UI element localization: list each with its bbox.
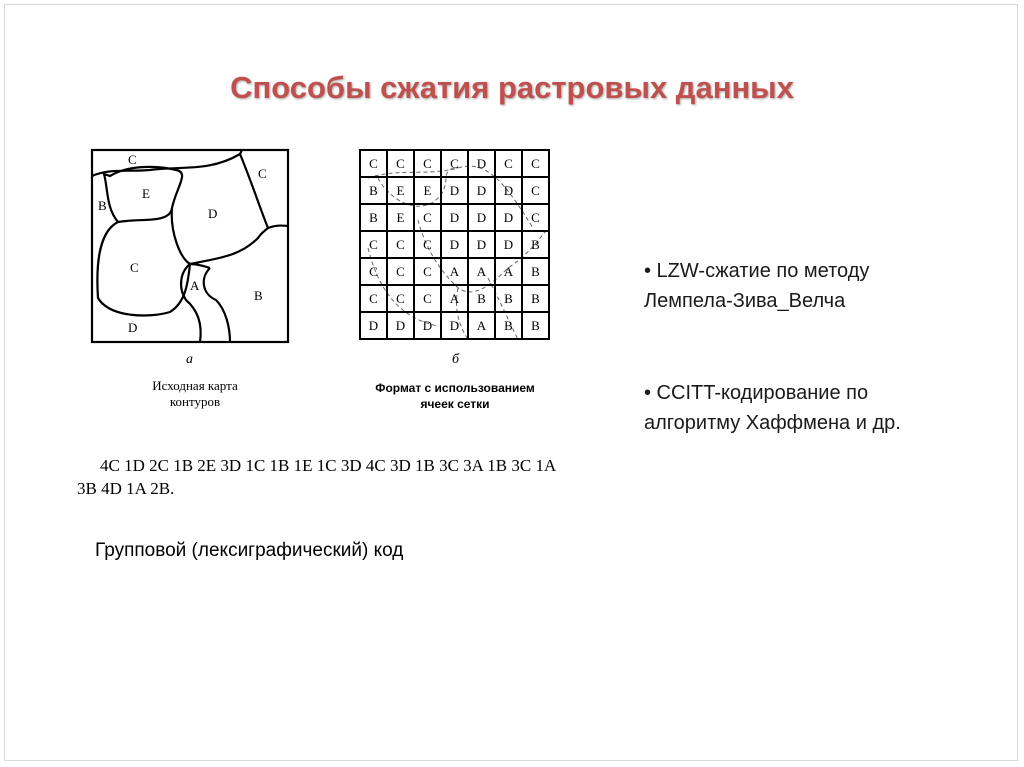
grid-cell-label: B (477, 291, 486, 306)
grid-cell-label: D (449, 318, 460, 333)
grid-cell-label: C (396, 237, 405, 252)
grid-cell-label: C (531, 210, 540, 225)
grid-cell-label: B (531, 291, 540, 306)
grid-cell-label: C (531, 183, 540, 198)
grid-cell-label: C (423, 264, 432, 279)
code-line: 4C 1D 2C 1B 2E 3D 1C 1B 1E 1C 3D 4C 3D 1B 3C 3A 1B 3C 1A (100, 456, 557, 475)
figure-b-caption (345, 380, 565, 412)
bullet-item (644, 256, 869, 316)
map-label: D (128, 320, 138, 335)
grid-cell-label: B (369, 210, 378, 225)
grid-cell-label: B (504, 291, 513, 306)
bullet-line: алгоритму Хаффмена и др. (644, 412, 901, 434)
grid-cell-label: B (531, 237, 540, 252)
figure-b-letter: б (452, 352, 460, 367)
figure-b-caption-line: Формат с использованием (375, 381, 535, 395)
grid-cell-label: C (396, 156, 405, 171)
grid-cell-label: B (504, 318, 513, 333)
grid-cell-label: C (450, 156, 459, 171)
map-label: C (130, 260, 139, 275)
grid-cell-label: A (449, 264, 460, 279)
grid-cell-label: A (503, 264, 514, 279)
grid-cell-label: C (396, 264, 405, 279)
contour-map-figure (90, 148, 290, 344)
code-line: 3B 4D 1A 2B. (77, 479, 175, 498)
figure-b-caption-line: ячеек сетки (420, 397, 490, 411)
grid-cell-label: C (369, 156, 378, 171)
grid-cell-label: C (423, 210, 432, 225)
grid-cell-label: D (449, 237, 460, 252)
figure-a-caption (100, 378, 290, 410)
grid-cell-label: D (476, 237, 487, 252)
grid-cell-label: C (369, 291, 378, 306)
grid-cell-label: E (396, 183, 405, 198)
figure-a-caption-line: контуров (169, 394, 221, 409)
map-label: A (190, 278, 200, 293)
grid-cell-label: B (531, 264, 540, 279)
grid-cell-label: C (504, 156, 513, 171)
grid-cell-label: C (396, 291, 405, 306)
grid-cell-label: C (369, 264, 378, 279)
grid-cell-label: C (423, 237, 432, 252)
grid-cell-label: D (395, 318, 406, 333)
map-label: B (98, 198, 107, 213)
grid-cell-label: D (368, 318, 379, 333)
bullet-item (644, 378, 901, 438)
grid-cell-label: D (503, 210, 514, 225)
bullet-line: • LZW-сжатие по методу (644, 260, 870, 282)
grid-cell-label: D (449, 210, 460, 225)
slide-title: Способы сжатия растровых данных (230, 70, 794, 105)
grid-cell-label: D (422, 318, 433, 333)
grid-cell-label: B (369, 183, 378, 198)
grid-cell-label: A (476, 264, 487, 279)
grid-cell-label: A (449, 291, 460, 306)
grid-cell-label: E (423, 183, 432, 198)
grid-cell-label: D (449, 183, 460, 198)
grid-cell-label: C (531, 156, 540, 171)
grid-cell-label: C (369, 237, 378, 252)
bullet-line: • CCITT-кодирование по (644, 382, 869, 404)
bullet-line: Лемпела-Зива_Велча (644, 290, 846, 312)
grid-cell-label: B (531, 318, 540, 333)
grid-cell-label: D (503, 183, 514, 198)
grid-cell-label: A (476, 318, 487, 333)
map-label: D (208, 206, 218, 221)
figure-a-caption-line: Исходная карта (152, 378, 238, 393)
group-code-label: Групповой (лексиграфический) код (95, 540, 404, 561)
grid-cell-label: D (503, 237, 514, 252)
grid-cell-label: D (476, 183, 487, 198)
grid-cell-label: C (423, 291, 432, 306)
grid-cell-label: E (396, 210, 405, 225)
map-label: E (142, 186, 150, 201)
grid-cells-figure (358, 148, 552, 342)
figure-a-letter: а (186, 352, 193, 367)
grid-cell-label: D (476, 210, 487, 225)
map-label: B (254, 288, 263, 303)
map-label: C (128, 152, 137, 167)
grid-cell-label: C (423, 156, 432, 171)
map-label: C (258, 166, 267, 181)
grid-cell-label: D (476, 156, 487, 171)
